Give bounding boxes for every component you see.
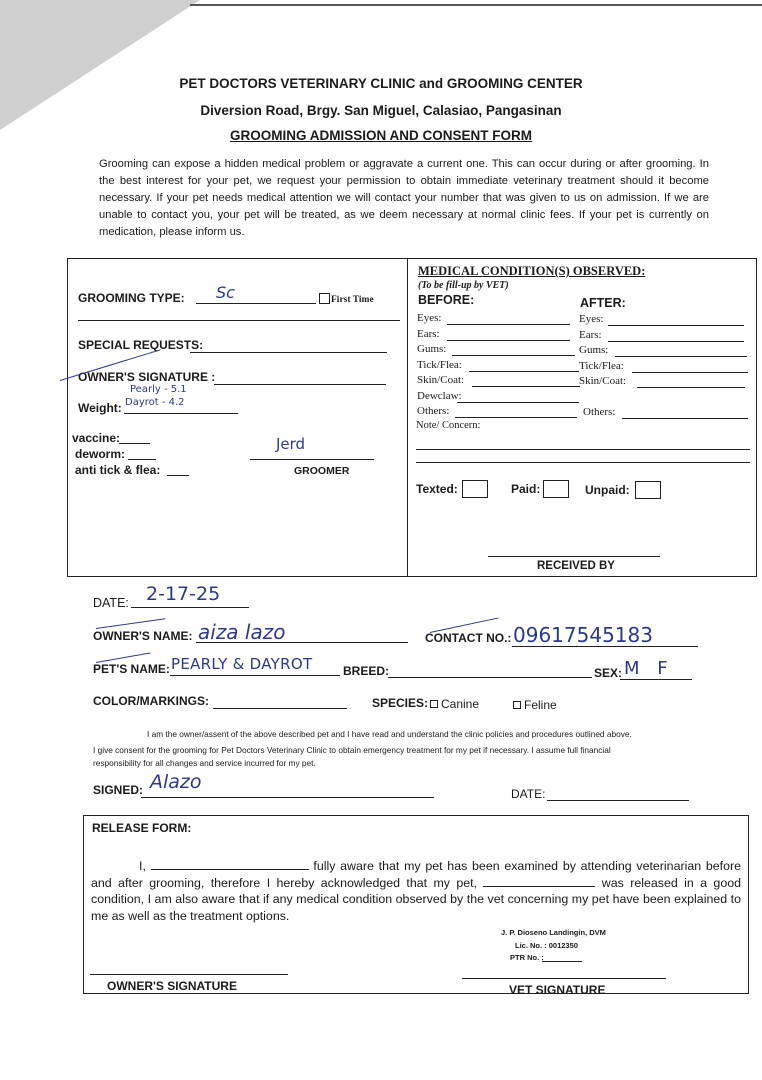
signed-line xyxy=(141,797,434,798)
owner-signature-release-label: OWNER'S SIGNATURE xyxy=(107,979,237,993)
first-time-checkbox[interactable] xyxy=(319,293,330,304)
release-paragraph xyxy=(91,858,741,924)
grooming-type-label: GROOMING TYPE: xyxy=(78,291,185,305)
feline-checkbox[interactable] xyxy=(513,701,521,709)
deworm-line xyxy=(128,459,156,460)
after-item-line xyxy=(622,418,748,419)
deworm-label: deworm: xyxy=(75,447,126,461)
scan-edge-line xyxy=(190,4,762,6)
before-item-label: Dewclaw: xyxy=(417,390,462,402)
canine-label: Canine xyxy=(441,697,480,711)
grooming-type-value: Sc xyxy=(216,283,235,302)
after-item-line xyxy=(608,325,744,326)
weight-label: Weight: xyxy=(78,401,122,415)
release-title: RELEASE FORM: xyxy=(92,821,192,835)
species-label: SPECIES: xyxy=(372,696,429,710)
release-text-3: was released in a good condition, I am also aware that if any medical condition observed by the vet concerning my pet have been explained to me as well as the treatment options. xyxy=(91,875,741,923)
after-item-label: Tick/Flea: xyxy=(579,360,624,372)
contact-label: CONTACT NO.: xyxy=(425,631,512,645)
before-item-label: Skin/Coat: xyxy=(417,374,465,386)
anti-tick-line xyxy=(167,475,189,476)
owner-signature-release-line xyxy=(90,974,288,975)
consent-date-label: DATE: xyxy=(511,787,546,801)
vet-lic-no: Lic. No. : 0012350 xyxy=(515,941,578,950)
received-by-line xyxy=(488,556,660,557)
before-item-label: Eyes: xyxy=(417,312,442,324)
form-title: GROOMING ADMISSION AND CONSENT FORM xyxy=(230,128,532,143)
before-item-label: Gums: xyxy=(417,343,447,355)
vaccine-label: vaccine: xyxy=(72,431,121,445)
canine-checkbox[interactable] xyxy=(430,700,438,708)
received-by-label: RECEIVED BY xyxy=(537,560,615,572)
owner-name-value: aiza lazo xyxy=(198,620,286,644)
date-line xyxy=(131,607,249,608)
weight-value-1: Pearly - 5.1 xyxy=(130,384,187,395)
after-item-label: Ears: xyxy=(579,329,602,341)
consent-line-1: I am the owner/assent of the above described pet and I have read and understand the clinic policies and procedures outlined above. xyxy=(147,729,632,739)
vet-name: J. P. Dioseno Landingin, DVM xyxy=(501,928,606,937)
before-item-label: Ears: xyxy=(417,328,440,340)
texted-checkbox[interactable] xyxy=(462,480,488,498)
after-label: AFTER: xyxy=(580,296,626,310)
anti-tick-label: anti tick & flea: xyxy=(75,463,161,477)
vet-signature-line xyxy=(462,978,666,979)
before-item-label: Tick/Flea: xyxy=(417,359,462,371)
contact-value: 09617545183 xyxy=(513,623,653,647)
vet-signature-label: VET SIGNATURE xyxy=(509,983,606,997)
owner-signature-line xyxy=(214,384,386,385)
groomer-value: Jerd xyxy=(276,435,306,453)
after-item-line xyxy=(608,341,744,342)
consent-line-2: I give consent for the grooming for Pet Doctors Veterinary Clinic to obtain emergency treatment for my pet if necessary. I assume full financial xyxy=(93,745,611,755)
texted-label: Texted: xyxy=(416,482,458,496)
owner-fill-line xyxy=(151,859,309,870)
sex-line xyxy=(620,679,692,680)
release-text-2: fully aware that my pet has been examined by attending veterinarian before and after grooming, therefore I hereby acknowledged that my pet, xyxy=(91,859,742,890)
consent-date-line xyxy=(547,800,689,801)
clinic-address: Diversion Road, Brgy. San Miguel, Calasiao, Pangasinan xyxy=(200,103,562,118)
weight-value-2: Dayrot - 4.2 xyxy=(125,397,185,408)
groomer-line xyxy=(250,459,374,460)
before-item-line xyxy=(472,386,580,387)
unpaid-checkbox[interactable] xyxy=(635,481,661,499)
before-item-line xyxy=(447,324,570,325)
owner-name-label: OWNER'S NAME: xyxy=(93,629,193,643)
pet-name-line xyxy=(170,675,340,676)
grooming-extra-line xyxy=(78,320,400,321)
weight-line xyxy=(124,413,238,414)
medical-subtitle: (To be fill-up by VET) xyxy=(418,280,509,291)
date-value: 2-17-25 xyxy=(146,583,221,605)
vet-ptr-no: PTR No. : xyxy=(510,953,544,962)
after-item-line xyxy=(615,356,747,357)
color-markings-label: COLOR/MARKINGS: xyxy=(93,694,209,708)
pet-name-label: PET'S NAME: xyxy=(93,662,170,676)
sex-value: M F xyxy=(624,658,674,679)
paid-checkbox[interactable] xyxy=(543,480,569,498)
before-label: BEFORE: xyxy=(418,293,475,307)
before-item-line xyxy=(455,417,577,418)
after-item-line xyxy=(637,387,745,388)
signed-label: SIGNED: xyxy=(93,783,144,797)
after-item-label: Skin/Coat: xyxy=(579,375,627,387)
note-line-2 xyxy=(416,462,750,463)
groomer-label: GROOMER xyxy=(294,465,350,477)
before-item-line xyxy=(452,355,575,356)
after-item-line xyxy=(632,372,748,373)
clinic-name: PET DOCTORS VETERINARY CLINIC and GROOMING CENTER xyxy=(179,76,583,91)
pet-fill-line xyxy=(483,876,595,887)
after-item-label: Eyes: xyxy=(579,313,604,325)
signed-value: Alazo xyxy=(150,771,202,793)
medical-title: MEDICAL CONDITION(S) OBSERVED: xyxy=(418,264,646,278)
release-text-1: I, xyxy=(139,859,151,873)
paid-label: Paid: xyxy=(511,482,541,496)
before-item-label: Others: xyxy=(417,405,450,417)
grooming-type-line xyxy=(196,303,316,304)
ptr-line xyxy=(542,961,582,962)
special-requests-line xyxy=(190,352,387,353)
before-item-line xyxy=(447,340,570,341)
vaccine-line xyxy=(119,443,150,444)
unpaid-label: Unpaid: xyxy=(585,483,630,497)
note-line-1 xyxy=(416,449,750,450)
pet-name-value: PEARLY & DAYROT xyxy=(171,655,313,673)
feline-label: Feline xyxy=(524,698,557,712)
special-requests-label: SPECIAL REQUESTS: xyxy=(78,338,204,352)
intro-paragraph: Grooming can expose a hidden medical problem or aggravate a current one. This can occur during or after grooming. In the best interest for your pet, we request your permission to obtain immediate veterinary treatment should it become necessary. If your pet needs medical attention we will contact your number that was given to us on admission. If we are unable to contact you, your pet will be treated, as we deem necessary at normal clinic fees. If your pet is currently on medication, please inform us. xyxy=(99,158,709,238)
sex-label: SEX: xyxy=(594,666,623,680)
first-time-label: First Time xyxy=(331,295,374,305)
breed-line xyxy=(388,677,592,678)
before-item-line xyxy=(469,371,579,372)
color-markings-line xyxy=(213,708,347,709)
breed-label: BREED: xyxy=(343,664,390,678)
admission-divider xyxy=(407,258,408,576)
note-label: Note/ Concern: xyxy=(416,420,481,431)
after-item-label: Others: xyxy=(583,406,616,418)
pen-stroke-2 xyxy=(96,618,165,629)
owner-signature-label: OWNER'S SIGNATURE : xyxy=(78,370,216,384)
before-item-line xyxy=(457,402,579,403)
after-item-label: Gums: xyxy=(579,344,609,356)
consent-line-3: responsibility for all changes and service incurred for my pet. xyxy=(93,758,316,768)
date-label: DATE: xyxy=(93,596,129,610)
